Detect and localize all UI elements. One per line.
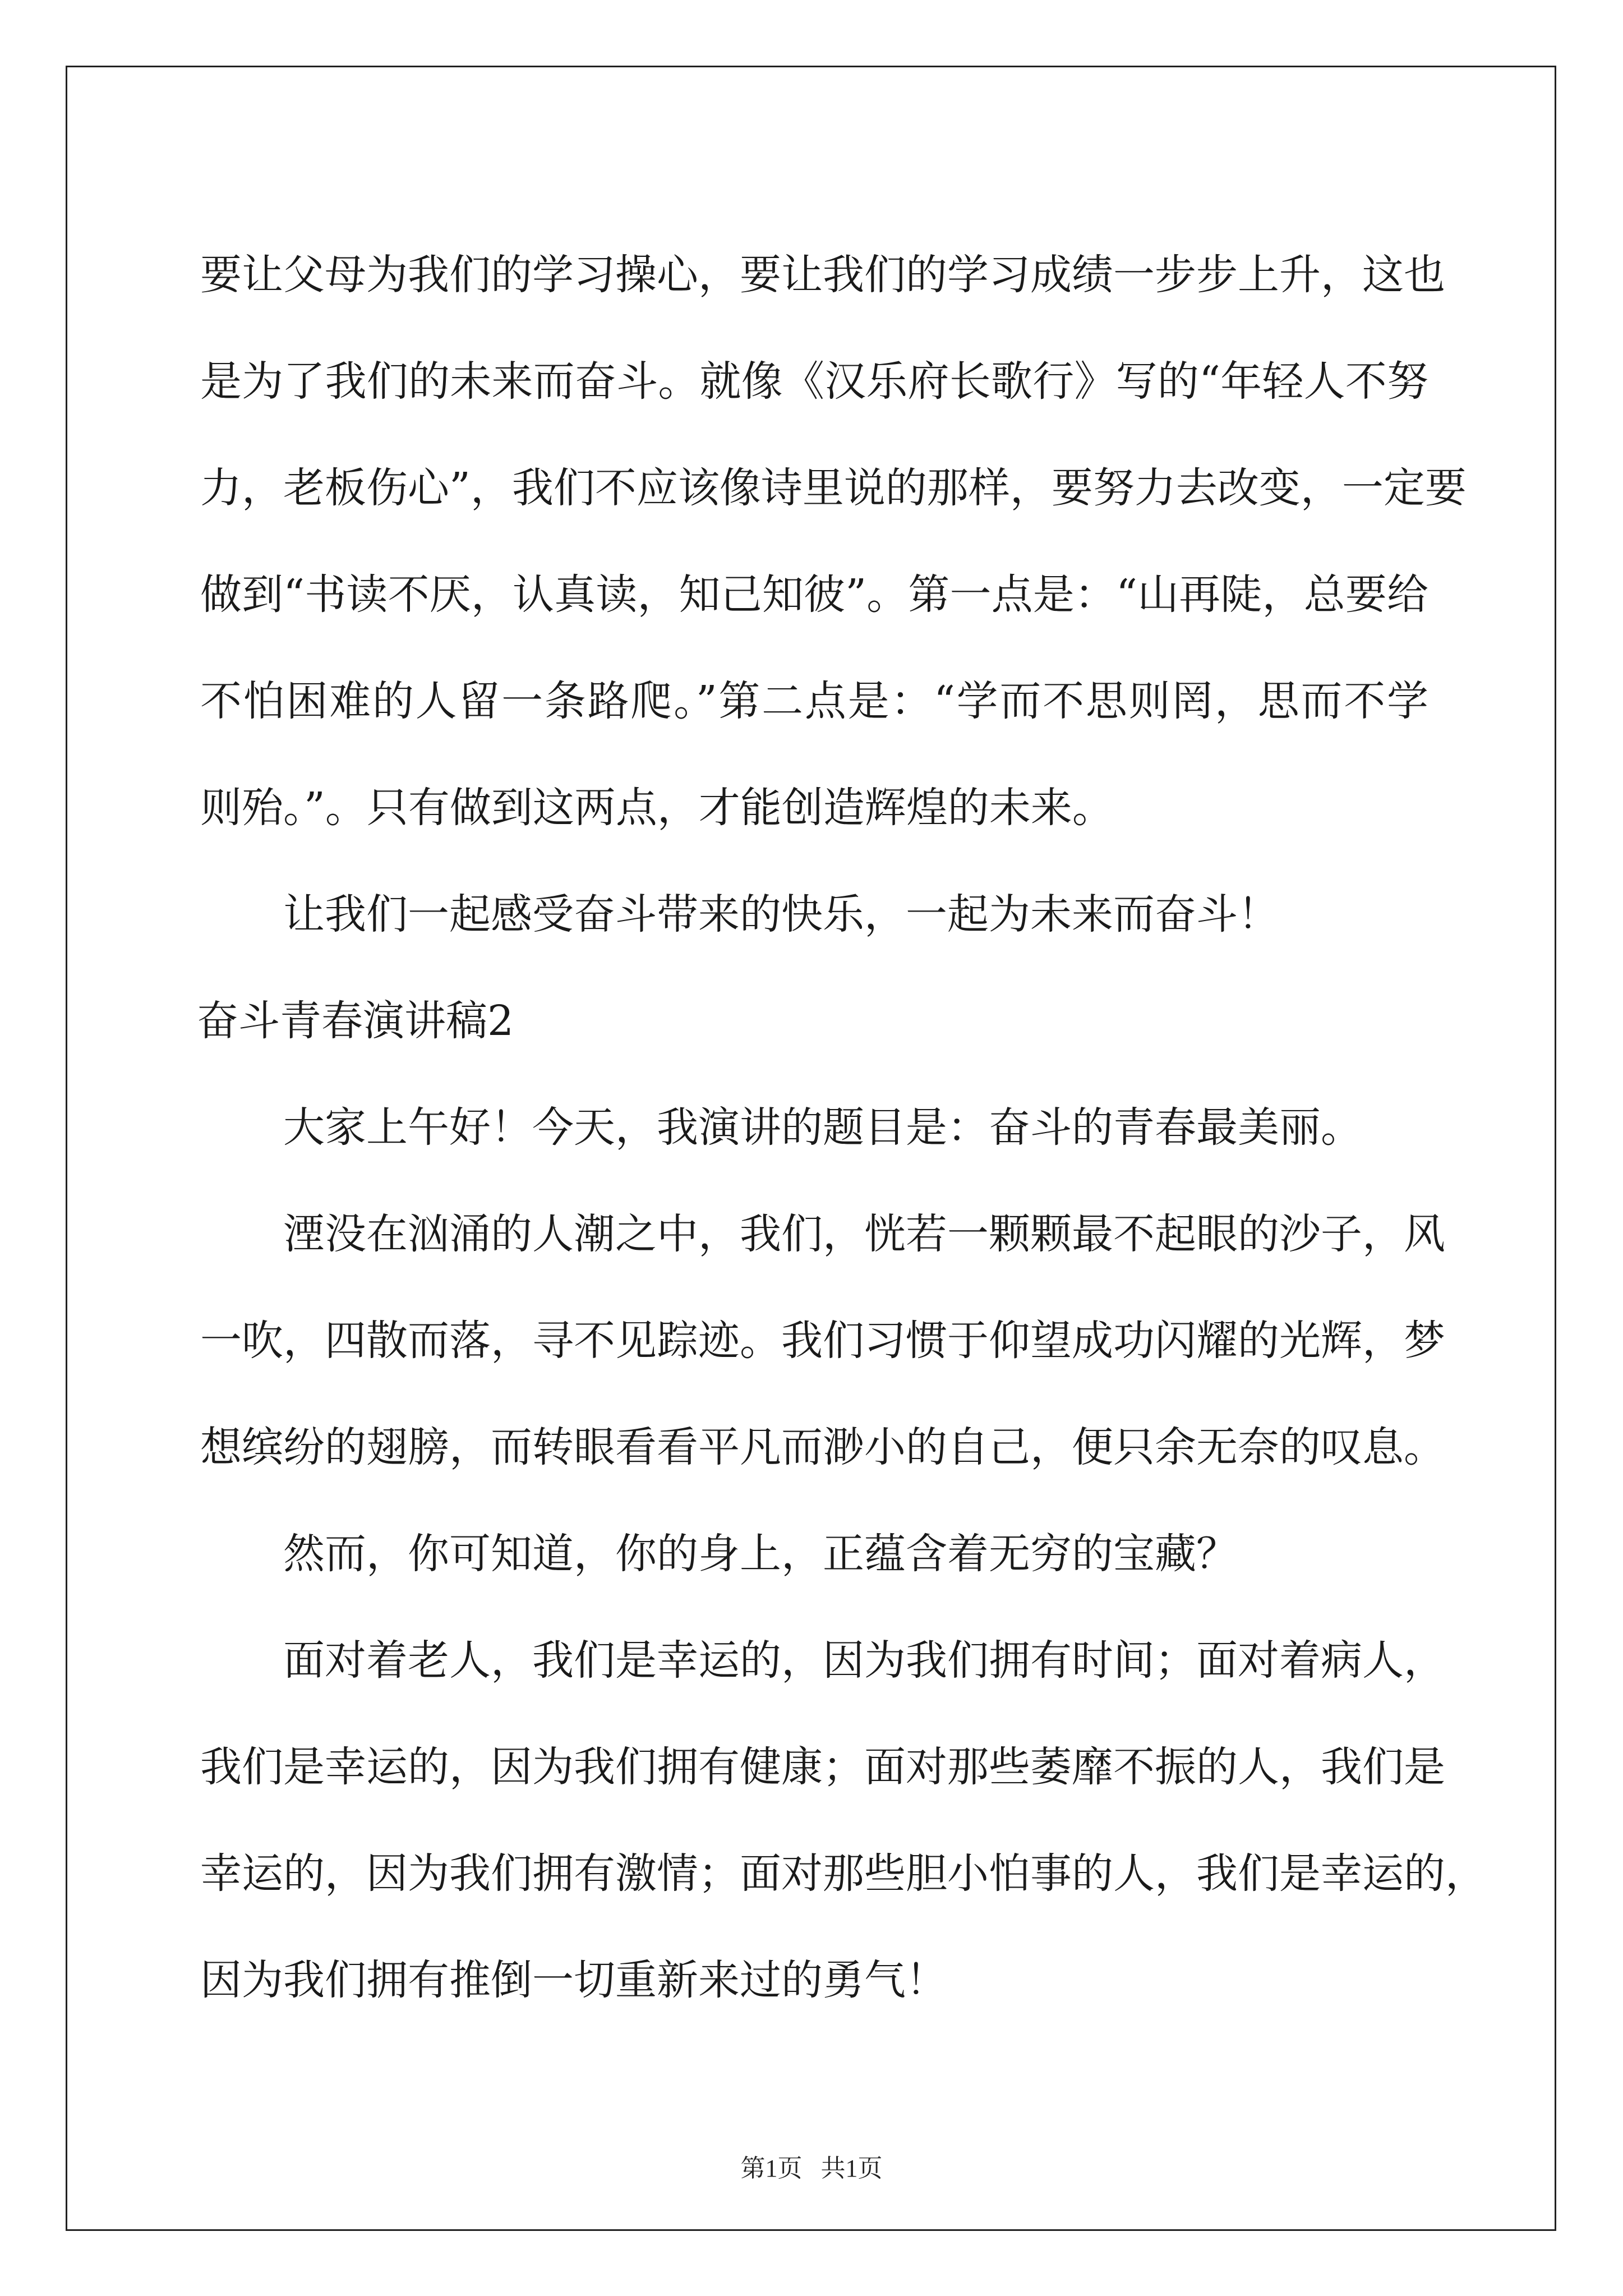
- page-footer: [0, 2152, 1623, 2185]
- text-line: 是为了我们的未来而奋斗。就像《汉乐府长歌行》写的“年轻人不努: [200, 357, 1428, 406]
- section-heading: 奋斗青春演讲稿2: [197, 997, 514, 1045]
- text-line: 我们是幸运的，因为我们拥有健康；面对那些萎靡不振的人，我们是: [200, 1743, 1445, 1791]
- text-line: 一吹，四散而落，寻不见踪迹。我们习惯于仰望成功闪耀的光辉，梦: [200, 1317, 1445, 1365]
- text-line: 让我们一起感受奋斗带来的快乐，一起为未来而奋斗！: [283, 890, 1279, 938]
- text-line: 则殆。”。只有做到这两点，才能创造辉煌的未来。: [200, 784, 1114, 832]
- text-line: 湮没在汹涌的人潮之中，我们，恍若一颗颗最不起眼的沙子，风: [283, 1210, 1445, 1258]
- text-line: 想缤纷的翅膀，而转眼看看平凡而渺小的自己，便只余无奈的叹息。: [200, 1423, 1445, 1471]
- text-line: 做到“书读不厌，认真读，知己知彼”。第一点是：“山再陡，总要给: [200, 570, 1428, 619]
- page-number: 第1页: [740, 2155, 803, 2182]
- text-line: 大家上午好！今天，我演讲的题目是：奋斗的青春最美丽。: [283, 1103, 1362, 1152]
- document-body: [197, 222, 1487, 2033]
- text-line: 力，老板伤心”，我们不应该像诗里说的那样，要努力去改变，一定要: [200, 464, 1467, 512]
- text-line: 要让父母为我们的学习操心，要让我们的学习成绩一步步上升，这也: [200, 251, 1445, 299]
- page-total: 共1页: [820, 2155, 883, 2182]
- text-line: 面对着老人，我们是幸运的，因为我们拥有时间；面对着病人，: [283, 1636, 1445, 1685]
- text-line: 然而，你可知道，你的身上，正蕴含着无穷的宝藏？: [283, 1530, 1238, 1578]
- text-line: 不怕困难的人留一条路爬。”第二点是：“学而不思则罔，思而不学: [200, 677, 1428, 725]
- text-line: 幸运的，因为我们拥有激情；面对那些胆小怕事的人，我们是幸运的，: [200, 1849, 1487, 1898]
- text-line: 因为我们拥有推倒一切重新来过的勇气！: [200, 1956, 947, 2004]
